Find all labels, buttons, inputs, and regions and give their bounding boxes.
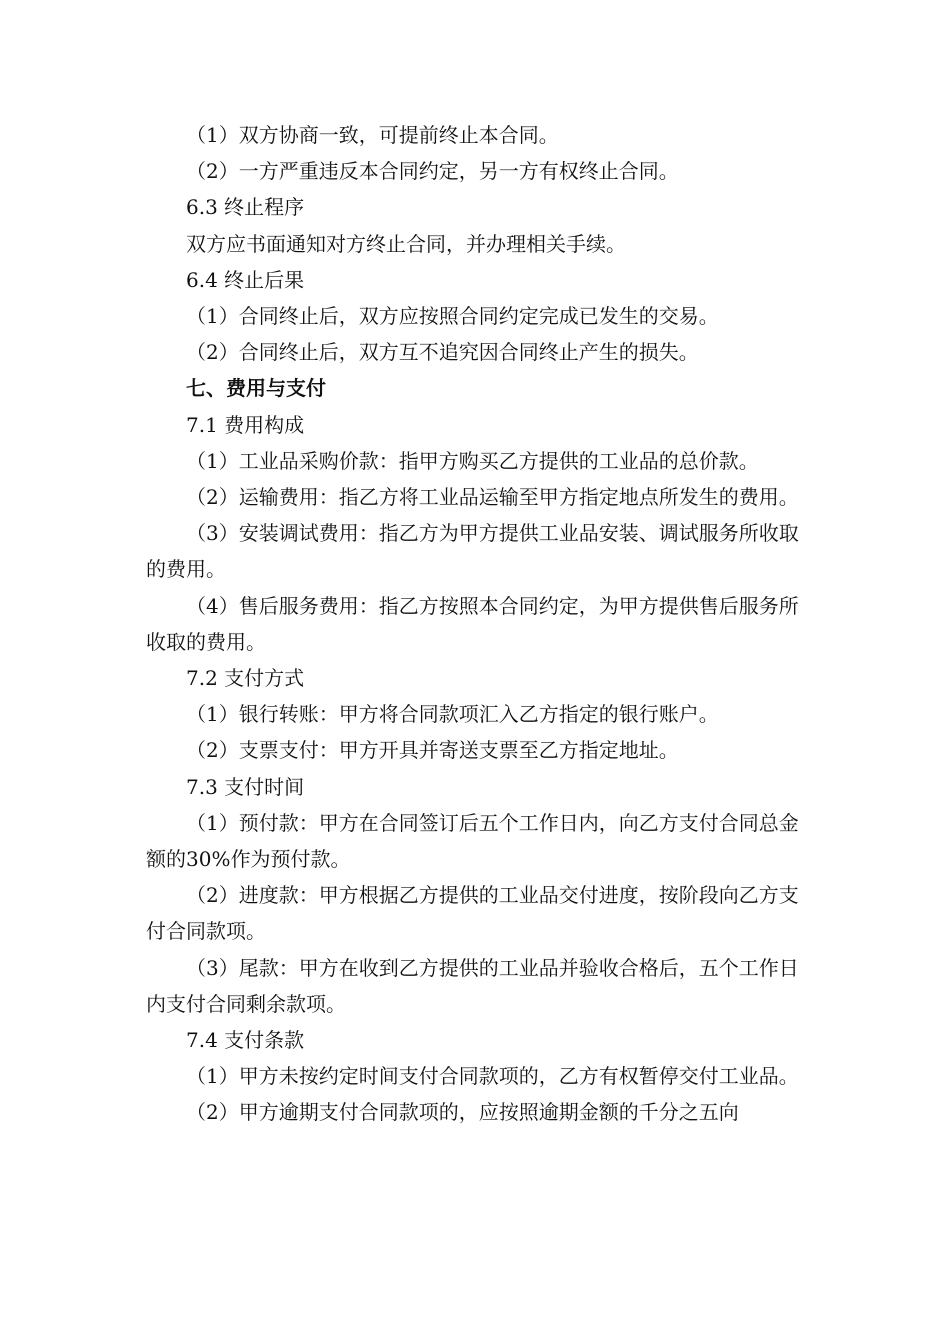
section-subheading: 7.1 费用构成 (186, 412, 305, 437)
clause-item: （1）银行转账：甲方将合同款项汇入乙方指定的银行账户。 (186, 702, 719, 727)
section-subheading: 7.4 支付条款 (186, 1028, 305, 1053)
section-subheading: 7.3 支付时间 (186, 774, 305, 799)
clause-item: （1）双方协商一致，可提前终止本合同。 (186, 123, 559, 147)
section-subheading: 7.2 支付方式 (186, 666, 305, 691)
clause-item: （1）合同终止后，双方应按照合同约定完成已发生的交易。 (186, 304, 719, 329)
clause-item: （4）售后服务费用：指乙方按照本合同约定，为甲方提供售后服务所收取的费用。 (146, 593, 799, 654)
clause-item: （1）工业品采购价款：指甲方购买乙方提供的工业品的总价款。 (186, 448, 759, 473)
clause-item: （2）支票支付：甲方开具并寄送支票至乙方指定地址。 (186, 738, 679, 763)
contract-text-body (146, 117, 816, 1131)
clause-item: （1）预付款：甲方在合同签订后五个工作日内，向乙方支付合同总金额的30%作为预付款。 (146, 810, 799, 872)
clause-item: （1）甲方未按约定时间支付合同款项的，乙方有权暂停交付工业品。 (186, 1064, 799, 1089)
clause-item: （2）一方严重违反本合同约定，另一方有权终止合同。 (186, 159, 679, 184)
section-heading: 七、费用与支付 (186, 376, 326, 401)
section-subheading: 6.4 终止后果 (186, 267, 305, 292)
clause-item: （2）合同终止后，双方互不追究因合同终止产生的损失。 (186, 340, 699, 365)
clause-item: （3）安装调试费用：指乙方为甲方提供工业品安装、调试服务所收取的费用。 (146, 521, 799, 582)
body-paragraph: 双方应书面通知对方终止合同，并办理相关手续。 (186, 231, 626, 256)
clause-item: （3）尾款：甲方在收到乙方提供的工业品并验收合格后，五个工作日内支付合同剩余款项。 (146, 955, 799, 1016)
clause-item: （2）甲方逾期支付合同款项的，应按照逾期金额的千分之五向 (186, 1100, 739, 1125)
clause-item: （2）进度款：甲方根据乙方提供的工业品交付进度，按阶段向乙方支付合同款项。 (146, 883, 799, 944)
section-subheading: 6.3 终止程序 (186, 195, 305, 220)
clause-item: （2）运输费用：指乙方将工业品运输至甲方指定地点所发生的费用。 (186, 485, 799, 510)
